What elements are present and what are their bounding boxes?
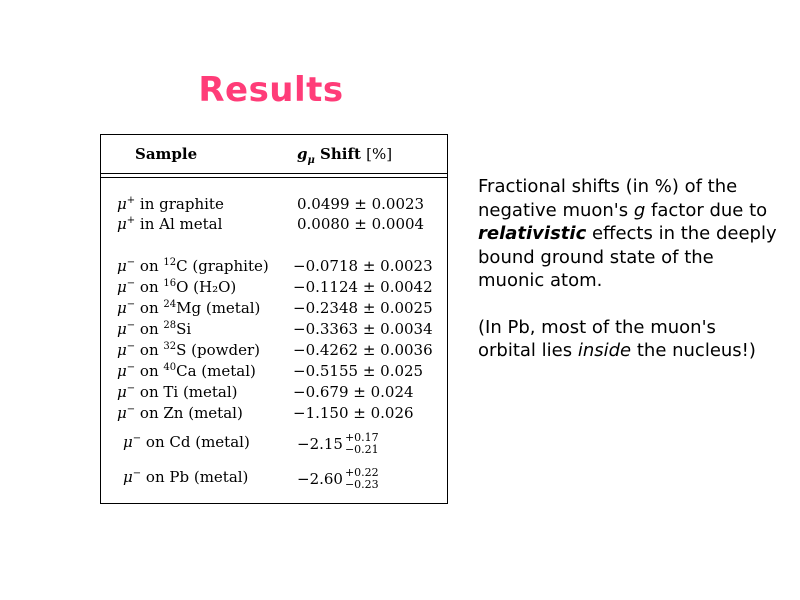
- text: effects in the deeply bound ground state of the muonic atom.: [478, 223, 777, 291]
- error-plus: +0.22: [344, 466, 379, 479]
- particle: μ: [123, 468, 133, 486]
- header-sample: Sample: [135, 145, 198, 163]
- particle: μ: [117, 404, 127, 422]
- text: factor due to: [645, 199, 768, 221]
- on-word: on: [135, 383, 164, 401]
- table-row: [101, 320, 447, 340]
- isotope: 32: [163, 341, 177, 352]
- on-word: on: [135, 320, 164, 338]
- header-rule-bottom: [101, 177, 447, 178]
- g-symbol: g: [633, 199, 646, 221]
- particle: μ: [117, 383, 127, 401]
- shift-value: −0.0718 ± 0.0023: [293, 257, 433, 275]
- isotope: 40: [163, 362, 177, 373]
- particle: μ: [117, 341, 127, 359]
- sample-label: Cd (metal): [169, 433, 250, 451]
- table-row: [101, 383, 447, 403]
- sample-label: Ca (metal): [176, 362, 256, 380]
- charge: −: [126, 299, 136, 310]
- spacer: [478, 293, 778, 316]
- table-row: [101, 278, 447, 298]
- charge: −: [126, 362, 136, 373]
- on-word: on: [135, 404, 164, 422]
- sample-label: O (H₂O): [176, 278, 237, 296]
- sample-label: in graphite: [135, 195, 224, 213]
- shift-value: −2.60: [297, 470, 343, 488]
- particle: μ: [117, 257, 127, 275]
- shift-value: −0.5155 ± 0.025: [293, 362, 424, 380]
- emphasis-relativistic: relativistic: [478, 223, 587, 244]
- error-minus: −0.21: [344, 443, 379, 456]
- table-row: [101, 257, 447, 277]
- error-minus: −0.23: [344, 478, 379, 491]
- shift-value: −2.15: [297, 435, 343, 453]
- shift-value: −1.150 ± 0.026: [293, 404, 414, 422]
- charge: −: [126, 383, 136, 394]
- table-row: [101, 341, 447, 361]
- header-g: g: [297, 145, 308, 163]
- table-row: [101, 215, 447, 235]
- header-unit: [%]: [366, 145, 393, 163]
- header-shift-word: Shift: [314, 145, 367, 163]
- sample-label: Pb (metal): [169, 468, 249, 486]
- text: (In Pb, most of the muon's orbital lies: [478, 316, 716, 361]
- slide-title: Results: [198, 70, 344, 110]
- charge: +: [126, 215, 136, 226]
- header-rule-top: [101, 173, 447, 174]
- table-row: [101, 466, 447, 491]
- sample-label: Si: [176, 320, 192, 338]
- sample-label: Mg (metal): [176, 299, 261, 317]
- charge: −: [126, 320, 136, 331]
- on-word: on: [135, 341, 164, 359]
- particle: μ: [117, 195, 127, 213]
- sample-label: Zn (metal): [163, 404, 243, 422]
- on-word: on: [135, 278, 164, 296]
- side-text: [478, 175, 778, 363]
- on-word: on: [135, 257, 164, 275]
- charge: −: [126, 404, 136, 415]
- text: the nucleus!): [631, 340, 756, 361]
- on-word: on: [141, 433, 170, 451]
- charge: −: [126, 341, 136, 352]
- shift-value: −0.4262 ± 0.0036: [293, 341, 433, 359]
- particle: μ: [117, 215, 127, 233]
- table-row: [101, 404, 447, 424]
- isotope: 28: [163, 320, 177, 331]
- text: Fractional shifts (in %) of the negative muon's: [478, 176, 738, 221]
- table-row: [101, 431, 447, 456]
- table-row: [101, 195, 447, 215]
- asym-error: [345, 467, 379, 491]
- results-table: [100, 134, 448, 504]
- charge: −: [132, 433, 142, 444]
- particle: μ: [117, 320, 127, 338]
- particle: μ: [117, 362, 127, 380]
- shift-value: −0.3363 ± 0.0034: [293, 320, 433, 338]
- asym-error: [345, 432, 379, 456]
- isotope: 12: [163, 257, 177, 268]
- shift-value: −0.679 ± 0.024: [293, 383, 414, 401]
- shift-value: 0.0499 ± 0.0023: [297, 195, 425, 213]
- error-plus: +0.17: [344, 431, 379, 444]
- on-word: on: [141, 468, 170, 486]
- shift-value: −0.1124 ± 0.0042: [293, 278, 433, 296]
- charge: +: [126, 195, 136, 206]
- particle: μ: [117, 278, 127, 296]
- emphasis-inside: inside: [577, 340, 632, 361]
- on-word: on: [135, 299, 164, 317]
- sample-label: Ti (metal): [163, 383, 238, 401]
- table-row: [101, 362, 447, 382]
- side-paragraph-1: [478, 175, 778, 293]
- particle: μ: [117, 299, 127, 317]
- table-row: [101, 299, 447, 319]
- sample-label: S (powder): [176, 341, 260, 359]
- sample-label: in Al metal: [135, 215, 223, 233]
- header-g-sub: μ: [307, 155, 315, 166]
- charge: −: [126, 257, 136, 268]
- charge: −: [126, 278, 136, 289]
- sample-label: C (graphite): [176, 257, 269, 275]
- isotope: 16: [163, 278, 177, 289]
- charge: −: [132, 468, 142, 479]
- shift-value: −0.2348 ± 0.0025: [293, 299, 433, 317]
- isotope: 24: [163, 299, 177, 310]
- header-shift: [297, 145, 392, 166]
- on-word: on: [135, 362, 164, 380]
- shift-value: 0.0080 ± 0.0004: [297, 215, 425, 233]
- particle: μ: [123, 433, 133, 451]
- side-paragraph-2: [478, 316, 778, 363]
